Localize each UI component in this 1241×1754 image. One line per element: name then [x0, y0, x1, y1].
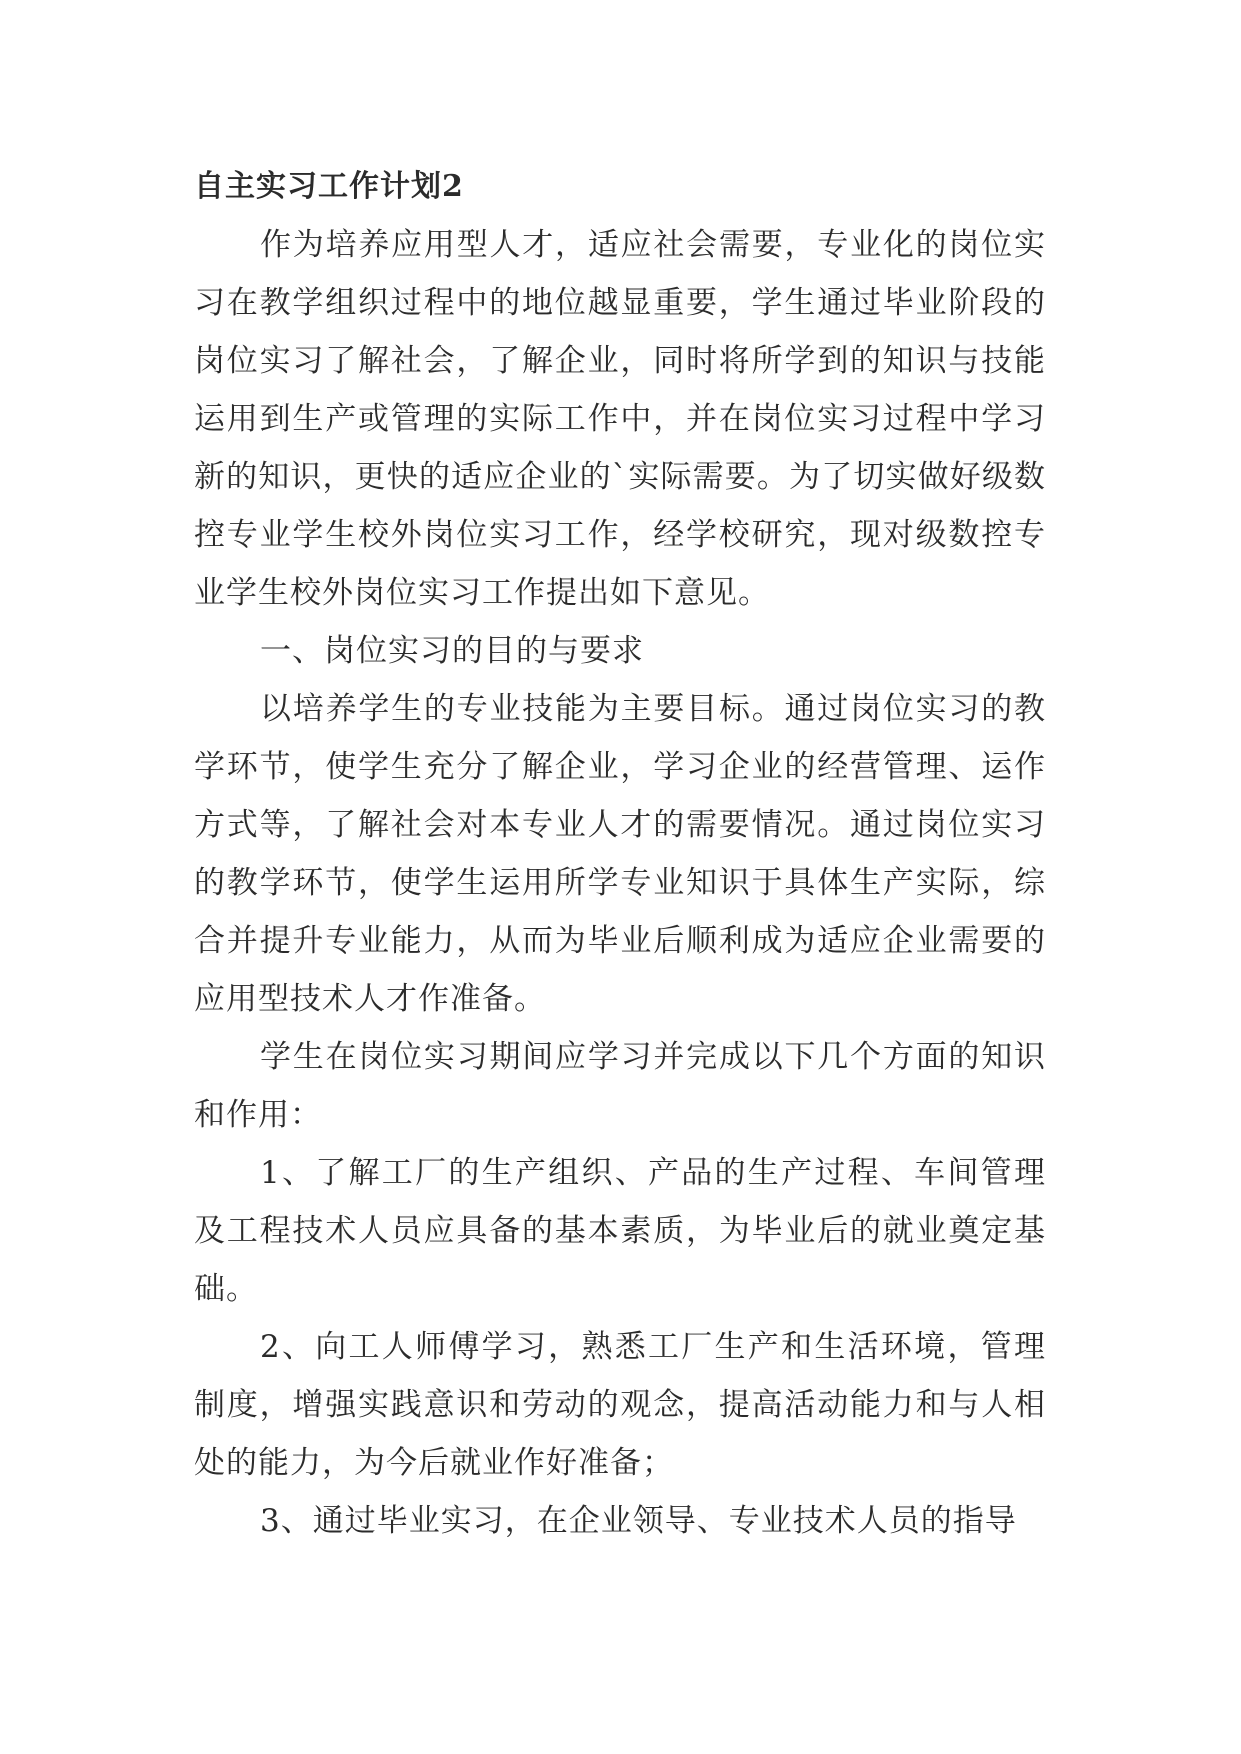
section-heading-goals: 一、岗位实习的目的与要求: [260, 633, 644, 669]
list-item-2: 2、向工人师傅学习，熟悉工厂生产和生活环境，管理制度，增强实践意识和劳动的观念，提高活动能力和与人相处的能力，为今后就业作好准备；: [194, 1329, 1046, 1481]
paragraph-goals: 以培养学生的专业技能为主要目标。通过岗位实习的教学环节，使学生充分了解企业，学习企业的经营管理、运作方式等，了解社会对本专业人才的需要情况。通过岗位实习的教学环节，使学生运用所学专业知识于具体生产实际，综合并提升专业能力，从而为毕业后顺利成为适应企业需要的应用型技术人才作准备。: [194, 691, 1046, 1017]
paragraph-intro: 作为培养应用型人才，适应社会需要，专业化的岗位实习在教学组织过程中的地位越显重要，学生通过毕业阶段的岗位实习了解社会，了解企业，同时将所学到的知识与技能运用到生产或管理的实际工作中，并在岗位实习过程中学习新的知识，更快的适应企业的`实际需要。为了切实做好级数控专业学生校外岗位实习工作，经学校研究，现对级数控专业学生校外岗位实习工作提出如下意见。: [194, 227, 1046, 611]
list-item-3: 3、通过毕业实习，在企业领导、专业技术人员的指导: [260, 1503, 1017, 1539]
document-title: 自主实习工作计划2: [194, 169, 464, 204]
list-item-1: 1、了解工厂的生产组织、产品的生产过程、车间管理及工程技术人员应具备的基本素质，为毕业后的就业奠定基础。: [194, 1155, 1046, 1307]
document-page: [194, 158, 1046, 1550]
paragraph-requirements-intro: 学生在岗位实习期间应学习并完成以下几个方面的知识和作用：: [194, 1039, 1046, 1133]
